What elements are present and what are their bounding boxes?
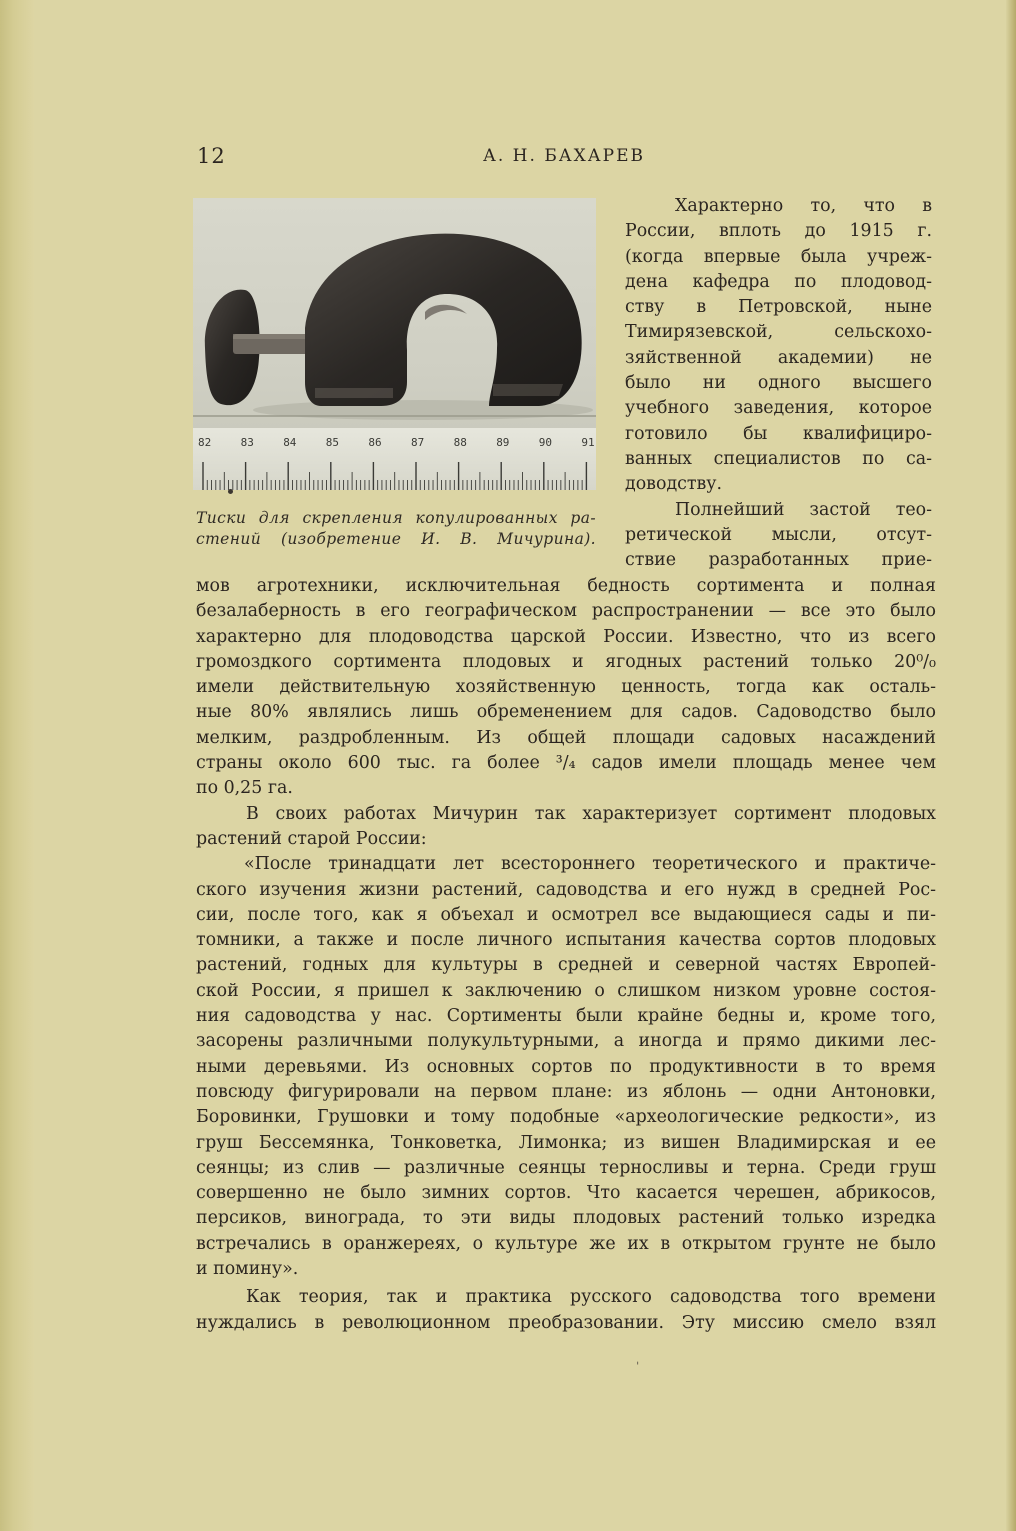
ruler-label: 82	[198, 436, 212, 449]
quote-line: ской России, я пришел к заключению о слишком низком уровне состоя-	[196, 980, 936, 1001]
text-line: Полнейший застой тео-	[675, 499, 932, 520]
quote-line: ния садоводства у нас. Сортименты были крайне бедны и, кроме того,	[196, 1006, 936, 1027]
text-line: Характерно то, что в	[675, 196, 932, 216]
text-line: России, вплоть до 1915 г.	[625, 221, 932, 242]
text-line: Как теория, так и практика русского садоводства того времени	[246, 1287, 936, 1308]
ruler-label: 89	[496, 436, 510, 449]
quote-line: и помину».	[196, 1259, 299, 1280]
page-right-edge	[1006, 0, 1016, 1531]
quote-line: ными деревьями. Из основных сортов по продуктивности в то время	[196, 1056, 936, 1077]
figure-photo	[193, 198, 596, 490]
text-line: ные 80% являлись лишь обременением для садов. Садоводство было	[196, 702, 936, 723]
text-line: ванных специалистов по са-	[625, 448, 932, 469]
stray-mark: ˈ	[636, 1360, 640, 1374]
text-line: по 0,25 га.	[196, 778, 293, 799]
text-line: ствие разработанных прие-	[625, 550, 932, 571]
quote-line: сеянцы; из слив — различные сеянцы терносливы и терна. Среди груш	[196, 1157, 936, 1178]
main-text-column	[196, 574, 936, 1336]
caption-line: Тиски для скрепления копулированных ра-	[196, 509, 596, 527]
text-line: страны около 600 тыс. га более ³/₄ садов имели площадь менее чем	[196, 753, 936, 774]
running-head: А. Н. БАХАРЕВ	[483, 146, 645, 166]
text-line: громоздкого сортимента плодовых и ягодных растений только 20⁰/₀	[196, 651, 936, 672]
quote-line: встречались в оранжереях, о культуре же их в открытом грунте не было	[196, 1233, 936, 1254]
ruler-label: 90	[538, 436, 553, 449]
quote-line: засорены различными полукультурными, а иногда и прямо дикими лес-	[196, 1031, 936, 1052]
quote-line: совершенно не было зимних сортов. Что касается черешен, абрикосов,	[196, 1183, 936, 1204]
page-number: 12	[197, 144, 226, 168]
text-line: имели действительную хозяйственную ценность, тогда как осталь-	[196, 677, 936, 698]
text-line: доводству.	[625, 474, 723, 495]
text-line: растений старой России:	[196, 828, 427, 849]
text-line: (когда впервые была учреж-	[625, 246, 932, 267]
ruler-label: 86	[368, 436, 382, 449]
quote-line: груш Бессемянка, Тонковетка, Лимонка; из вишен Владимирская и ее	[196, 1132, 936, 1153]
ruler-label: 85	[325, 436, 340, 449]
ruler-label: 88	[453, 436, 467, 449]
ruler-label: 87	[411, 436, 425, 449]
side-text-column	[625, 194, 932, 573]
text-line: ству в Петровской, ныне	[625, 297, 932, 318]
figure-caption	[196, 508, 596, 550]
ruler-label: 84	[283, 436, 297, 449]
caption-line: стений (изобретение И. В. Мичурина).	[196, 530, 596, 548]
text-line: было ни одного высшего	[625, 373, 932, 394]
ruler-label: 83	[240, 436, 254, 449]
quote-line: ского изучения жизни растений, садоводства и его нужд в средней Рос-	[196, 879, 936, 900]
text-line: учебного заведения, которое	[625, 398, 932, 419]
vise-c-frame	[305, 234, 582, 406]
text-line: дена кафедра по плодовод-	[625, 271, 932, 292]
ink-speck	[228, 489, 233, 494]
vise-photo-image	[193, 198, 596, 490]
text-line: ретической мысли, отсут-	[625, 524, 932, 545]
text-line: мов агротехники, исключительная бедность сортимента и полная	[196, 576, 936, 596]
quote-line: повсюду фигурировали на первом плане: из яблонь — одни Антоновки,	[196, 1081, 936, 1102]
quote-line: персиков, винограда, то эти виды плодовых растений только изредка	[196, 1208, 936, 1229]
text-line: В своих работах Мичурин так характеризует сортимент плодовых	[246, 803, 936, 824]
text-line: Тимирязевской, сельскохо-	[625, 322, 932, 343]
quote-line: «После тринадцати лет всестороннего теоретического и практиче-	[244, 854, 936, 875]
text-line: мелким, раздробленным. Из общей площади садовых насаждений	[196, 727, 936, 748]
ruler-label: 91	[581, 436, 595, 449]
text-line: безалаберность в его географическом распространении — все это было	[196, 601, 936, 622]
text-line: нуждались в революционном преобразовании. Эту миссию смело взял	[196, 1312, 936, 1333]
page-binding-edge	[0, 0, 35, 1531]
quote-line: Боровинки, Грушовки и тому подобные «археологические редкости», из	[196, 1107, 936, 1128]
quote-line: сии, после того, как я объехал и осмотрел все выдающиеся сады и пи-	[196, 904, 936, 925]
text-line: готовило бы квалифициро-	[625, 423, 932, 444]
quote-line: растений, годных для культуры в средней и северной частях Европей-	[196, 955, 936, 976]
text-line: характерно для плодоводства царской России. Известно, что из всего	[196, 626, 936, 647]
text-line: зяйственной академии) не	[625, 347, 932, 368]
quote-line: томники, а также и после личного испытания качества сортов плодовых	[196, 930, 936, 951]
